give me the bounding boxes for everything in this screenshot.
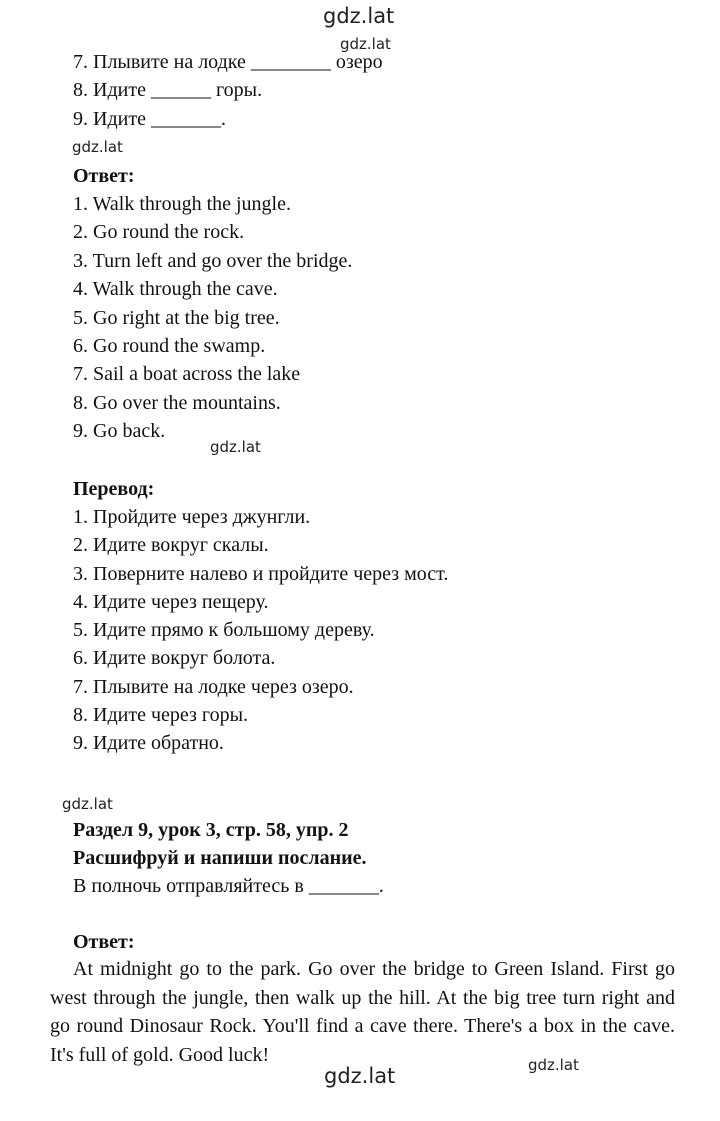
- exercise-line: 9. Идите _______.: [73, 108, 226, 130]
- answer-item: 3. Turn left and go over the bridge.: [73, 250, 353, 272]
- answer-item: 1. Walk through the jungle.: [73, 193, 291, 215]
- translation-item: 2. Идите вокруг скалы.: [73, 534, 269, 556]
- translation-item: 3. Поверните налево и пройдите через мост.: [73, 563, 449, 585]
- watermark: gdz.lat: [210, 438, 261, 456]
- watermark: gdz.lat: [62, 795, 113, 813]
- watermark-top: gdz.lat: [323, 4, 395, 28]
- watermark: gdz.lat: [340, 35, 391, 53]
- translation-heading: Перевод:: [73, 478, 155, 500]
- exercise-line: 8. Идите ______ горы.: [73, 79, 263, 101]
- answer-item: 7. Sail a boat across the lake: [73, 363, 301, 385]
- answer-item: 8. Go over the mountains.: [73, 392, 281, 414]
- translation-item: 9. Идите обратно.: [73, 732, 224, 754]
- translation-item: 1. Пройдите через джунгли.: [73, 506, 311, 528]
- answer-item: 4. Walk through the cave.: [73, 278, 278, 300]
- translation-item: 4. Идите через пещеру.: [73, 591, 269, 613]
- section-prompt: В полночь отправляйтесь в _______.: [73, 875, 384, 897]
- section-task: Расшифруй и напиши послание.: [73, 847, 367, 869]
- answer-item: 6. Go round the swamp.: [73, 335, 266, 357]
- translation-item: 6. Идите вокруг болота.: [73, 647, 276, 669]
- exercise-line: 7. Плывите на лодке ________ озеро: [73, 51, 383, 73]
- translation-item: 7. Плывите на лодке через озеро.: [73, 676, 354, 698]
- answer-paragraph: At midnight go to the park. Go over the bridge to Green Island. First go west through the jungle, then walk up the hill. At the big tree turn right and go round Dinosaur Rock. You'll find a cave there. There's a box in the cave. It's full of gold. Good luck!: [50, 958, 675, 1066]
- translation-item: 5. Идите прямо к большому дереву.: [73, 619, 375, 641]
- answer-item: 5. Go right at the big tree.: [73, 307, 280, 329]
- answer-heading: Ответ:: [73, 931, 135, 953]
- watermark: gdz.lat: [72, 138, 123, 156]
- translation-item: 8. Идите через горы.: [73, 704, 249, 726]
- watermark-bottom: gdz.lat: [324, 1064, 396, 1088]
- answer-item: 9. Go back.: [73, 420, 166, 442]
- answer-item: 2. Go round the rock.: [73, 221, 245, 243]
- section-title: Раздел 9, урок 3, стр. 58, упр. 2: [73, 819, 349, 841]
- watermark: gdz.lat: [528, 1056, 579, 1074]
- answer-heading: Ответ:: [73, 165, 135, 187]
